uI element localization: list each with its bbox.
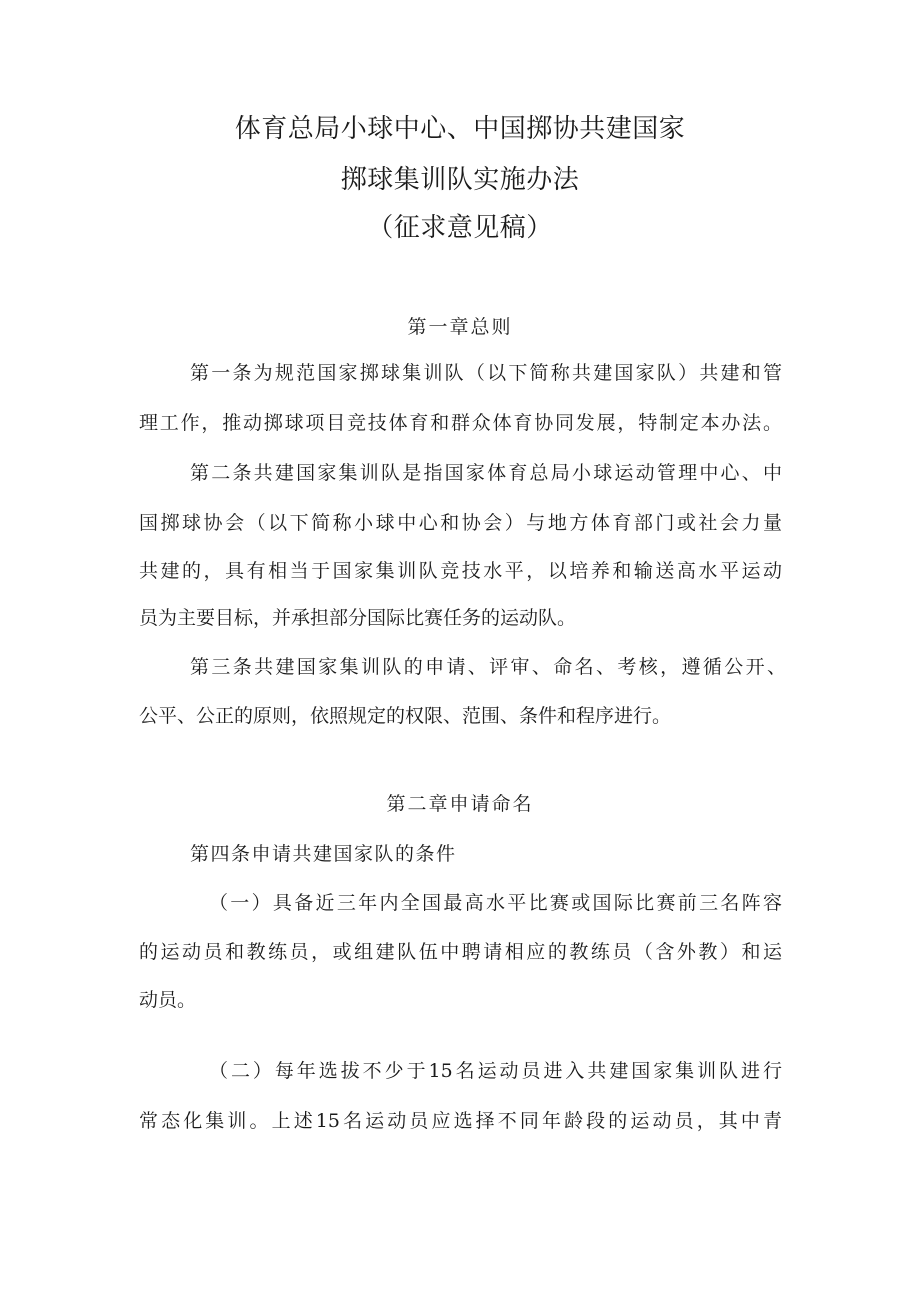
document-title-line-1: 体育总局小球中心、中国掷协共建国家 [234,114,686,144]
article-2-line-1: 第二条共建国家集训队是指国家体育总局小球运动管理中心、中 [190,462,782,484]
item-2-line-1: （二）每年选拔不少于15名运动员进入共建国家集训队进行 [209,1060,782,1082]
article-4-heading: 第四条申请共建国家队的条件 [190,843,457,865]
chapter-1-heading: 第一章总则 [407,316,513,338]
article-2-line-3: 共建的，具有相当于国家集训队竞技水平，以培养和输送高水平运动 [139,560,782,582]
article-2-line-4: 员为主要目标，并承担部分国际比赛任务的运动队。 [139,607,577,629]
article-2-line-2: 国掷球协会（以下简称小球中心和协会）与地方体育部门或社会力量 [139,512,782,534]
document-subtitle: （征求意见稿） [367,213,553,243]
article-3-line-1: 第三条共建国家集训队的申请、评审、命名、考核，遵循公开、 [190,656,786,678]
article-3-line-2: 公平、公正的原则，依照规定的权限、范围、条件和程序进行。 [139,705,672,727]
document-title-line-2: 掷球集训队实施办法 [340,165,580,195]
chapter-2-heading: 第二章申请命名 [386,793,534,815]
article-1-line-2: 理工作，推动掷球项目竞技体育和群众体育协同发展，特制定本办法。 [139,412,782,434]
item-1-line-2: 的运动员和教练员，或组建队伍中聘请相应的教练员（含外教）和运 [139,941,782,963]
item-1-line-3: 动员。 [139,989,197,1011]
article-1-line-1: 第一条为规范国家掷球集训队（以下简称共建国家队）共建和管 [190,362,782,384]
item-2-line-2: 常态化集训。上述15名运动员应选择不同年龄段的运动员，其中青 [139,1110,782,1132]
item-1-line-1: （一）具备近三年内全国最高水平比赛或国际比赛前三名阵容 [209,892,782,914]
